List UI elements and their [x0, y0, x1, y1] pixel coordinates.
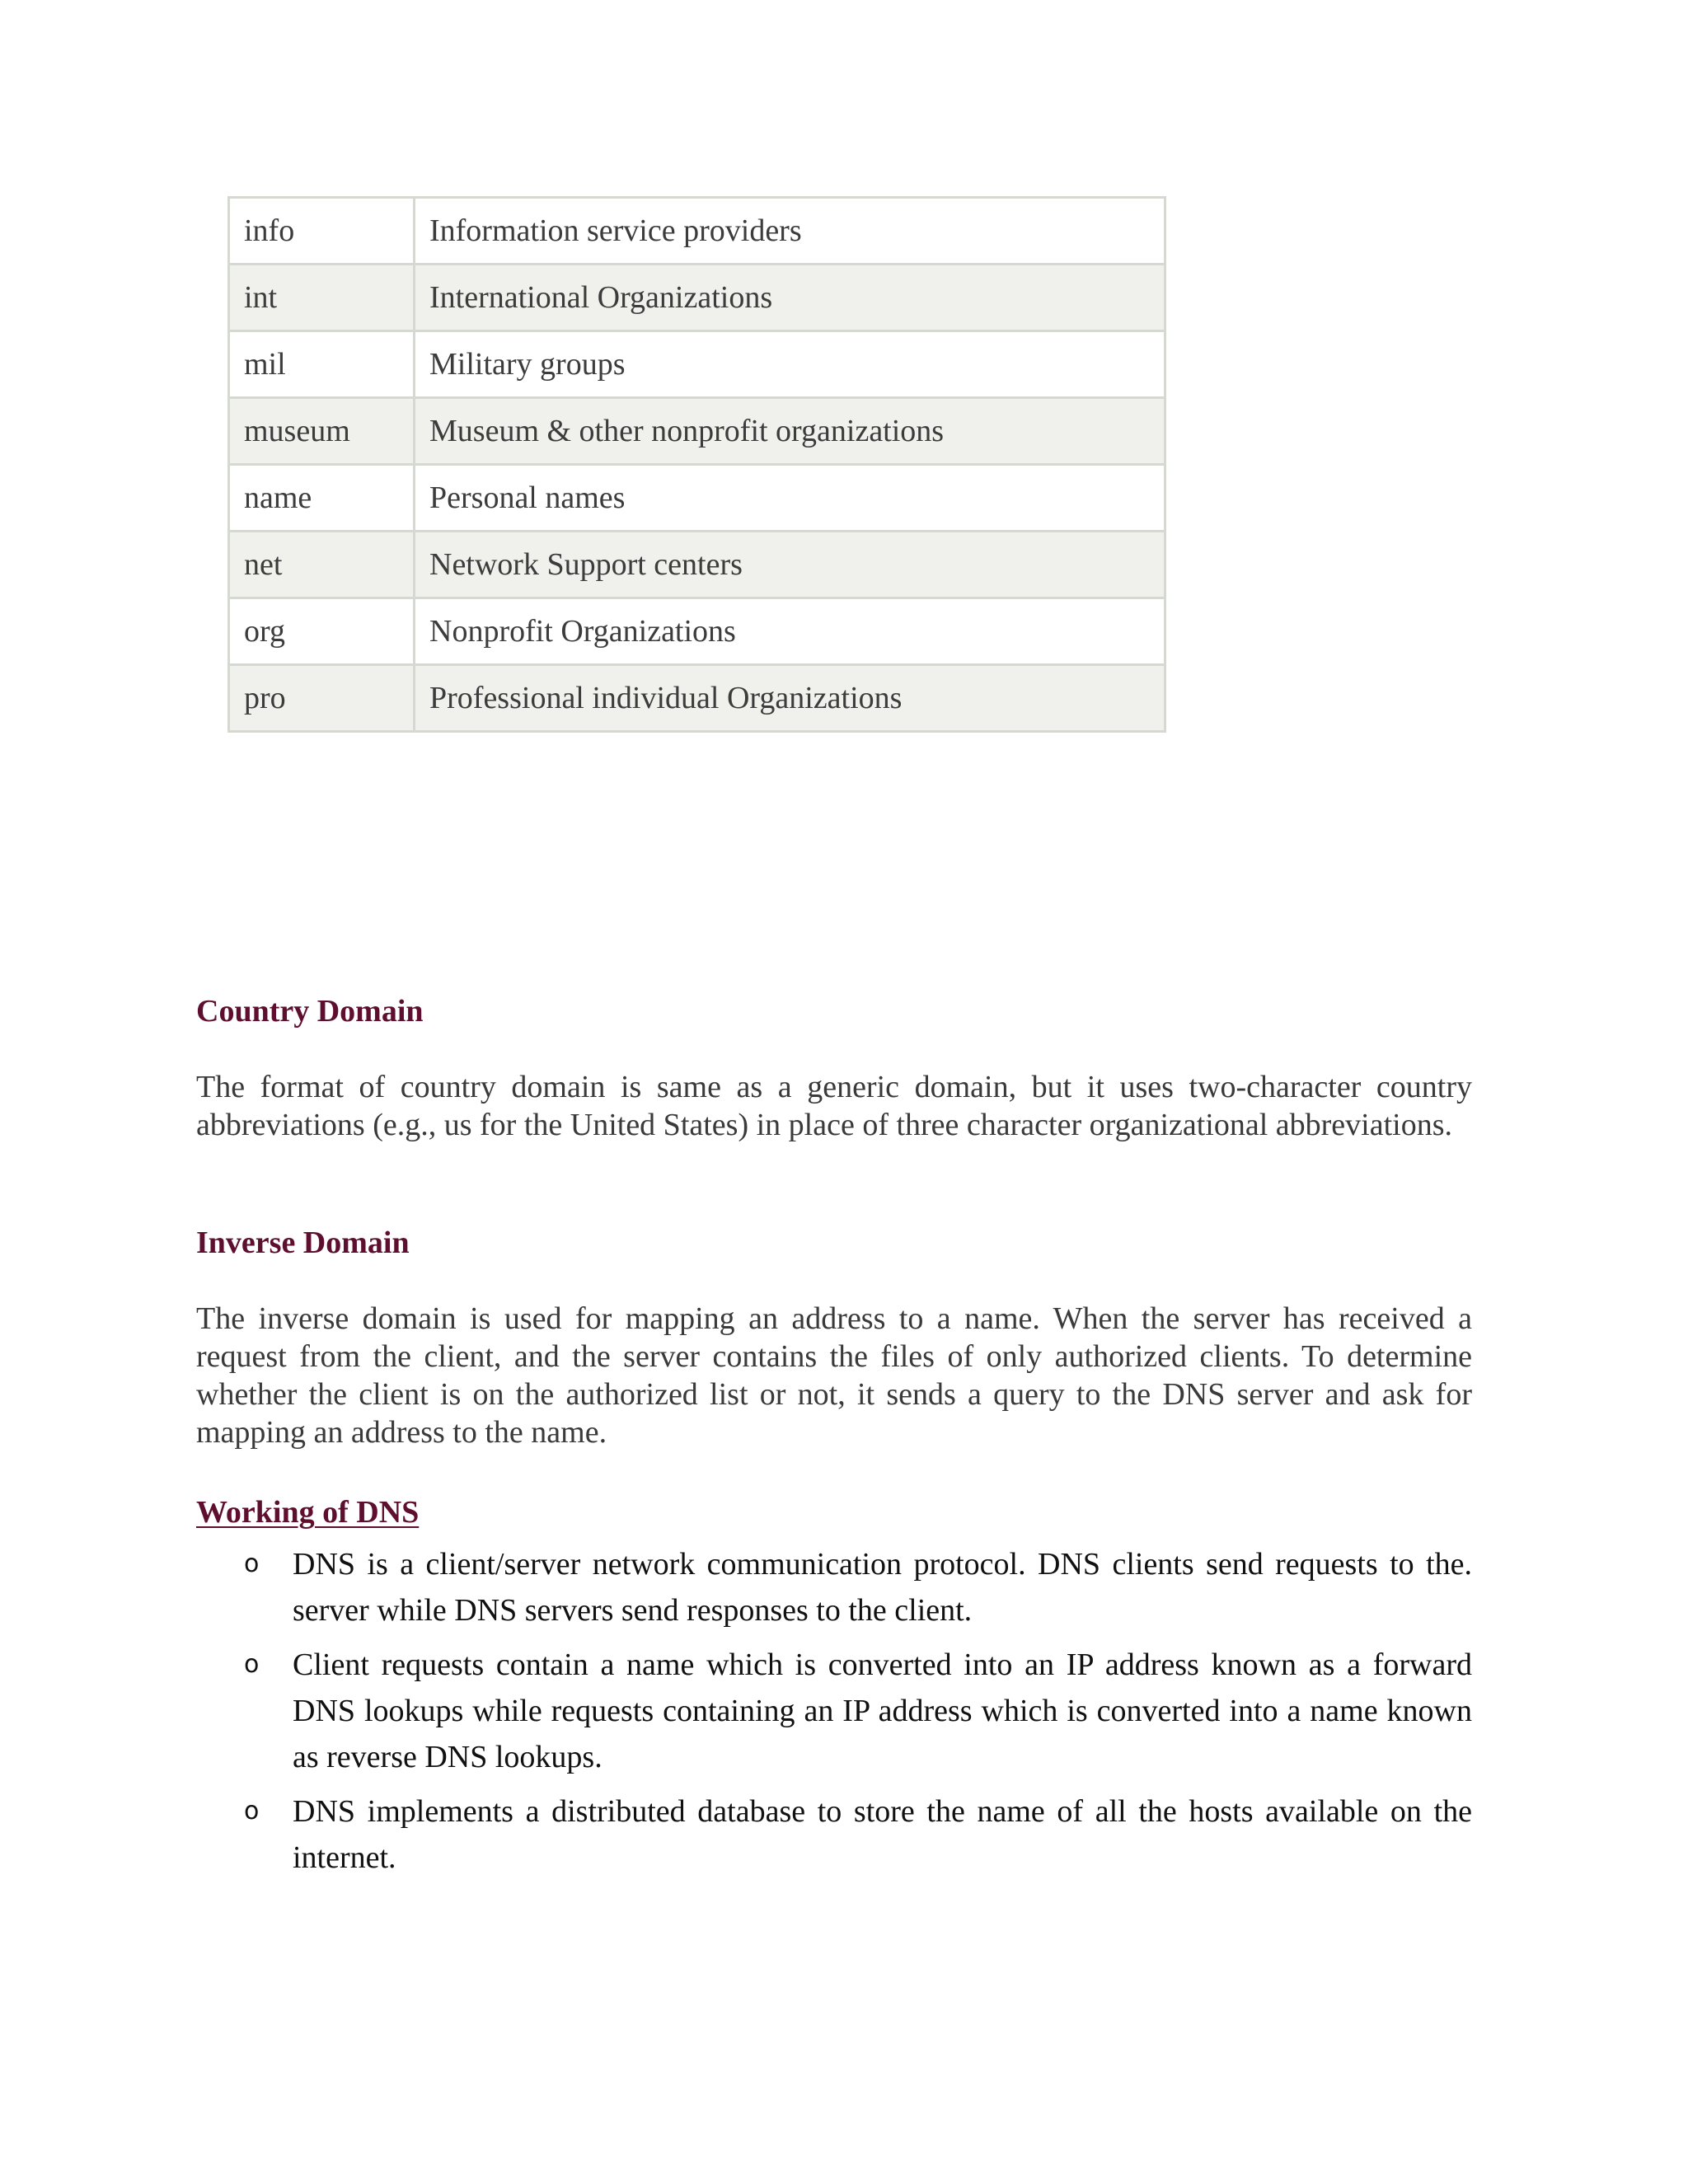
domain-code-cell: info — [229, 198, 415, 265]
hollow-bullet-icon: o — [244, 1797, 260, 1825]
list-item-text: Client requests contain a name which is converted into an IP address known as a forward DNS lookups while requests containing an IP address which is converted into a name known as reverse DNS lookups. — [293, 1647, 1472, 1774]
table-row — [229, 265, 1165, 331]
inverse-domain-body — [196, 1300, 1472, 1451]
table-row — [229, 198, 1165, 265]
table-row — [229, 532, 1165, 598]
list-item-text: DNS implements a distributed database to store the name of all the hosts available on the internet. — [293, 1794, 1472, 1875]
inverse-domain-section — [196, 1224, 1472, 1262]
hollow-bullet-icon: o — [244, 1650, 260, 1679]
domain-description-cell: Network Support centers — [415, 532, 1165, 598]
table-row — [229, 598, 1165, 665]
domain-description-cell: Information service providers — [415, 198, 1165, 265]
table-row — [229, 465, 1165, 532]
working-of-dns-heading-link[interactable]: Working of DNS — [196, 1495, 420, 1530]
inverse-domain-text: The inverse domain is used for mapping an address to a name. When the server has received a request from the client, and the server contains the files of only authorized clients. To determine whether the client is on the authorized list or not, it sends a query to the DNS server and ask for mapping an address to the name. — [196, 1301, 1472, 1450]
country-domain-heading: Country Domain — [196, 994, 424, 1029]
list-item — [196, 1541, 1472, 1633]
domain-code-cell: name — [229, 465, 415, 532]
list-item — [196, 1788, 1472, 1881]
working-of-dns-section — [196, 1493, 1472, 1531]
domain-description-cell: Nonprofit Organizations — [415, 598, 1165, 665]
domain-description-cell: Museum & other nonprofit organizations — [415, 398, 1165, 465]
domain-description-cell: Personal names — [415, 465, 1165, 532]
domain-code-cell: pro — [229, 665, 415, 732]
domain-code-cell: org — [229, 598, 415, 665]
domain-code-cell: museum — [229, 398, 415, 465]
table-row — [229, 398, 1165, 465]
list-item — [196, 1642, 1472, 1780]
domain-code-cell: mil — [229, 331, 415, 398]
table-row — [229, 331, 1165, 398]
working-of-dns-list — [196, 1541, 1472, 1889]
domain-description-cell: International Organizations — [415, 265, 1165, 331]
country-domain-text: The format of country domain is same as a generic domain, but it uses two-character country abbreviations (e.g., us for the United States) in place of three character organizational abbreviations. — [196, 1070, 1472, 1142]
country-domain-body — [196, 1068, 1472, 1144]
list-item-text: DNS is a client/server network communication protocol. DNS clients send requests to the. server while DNS servers send responses to the client. — [293, 1547, 1472, 1628]
hollow-bullet-icon: o — [244, 1549, 260, 1578]
domain-description-cell: Professional individual Organizations — [415, 665, 1165, 732]
domain-table — [227, 196, 1166, 733]
inverse-domain-heading: Inverse Domain — [196, 1226, 410, 1260]
domain-description-cell: Military groups — [415, 331, 1165, 398]
table-row — [229, 665, 1165, 732]
domain-code-cell: net — [229, 532, 415, 598]
country-domain-section — [196, 992, 1472, 1030]
domain-code-cell: int — [229, 265, 415, 331]
